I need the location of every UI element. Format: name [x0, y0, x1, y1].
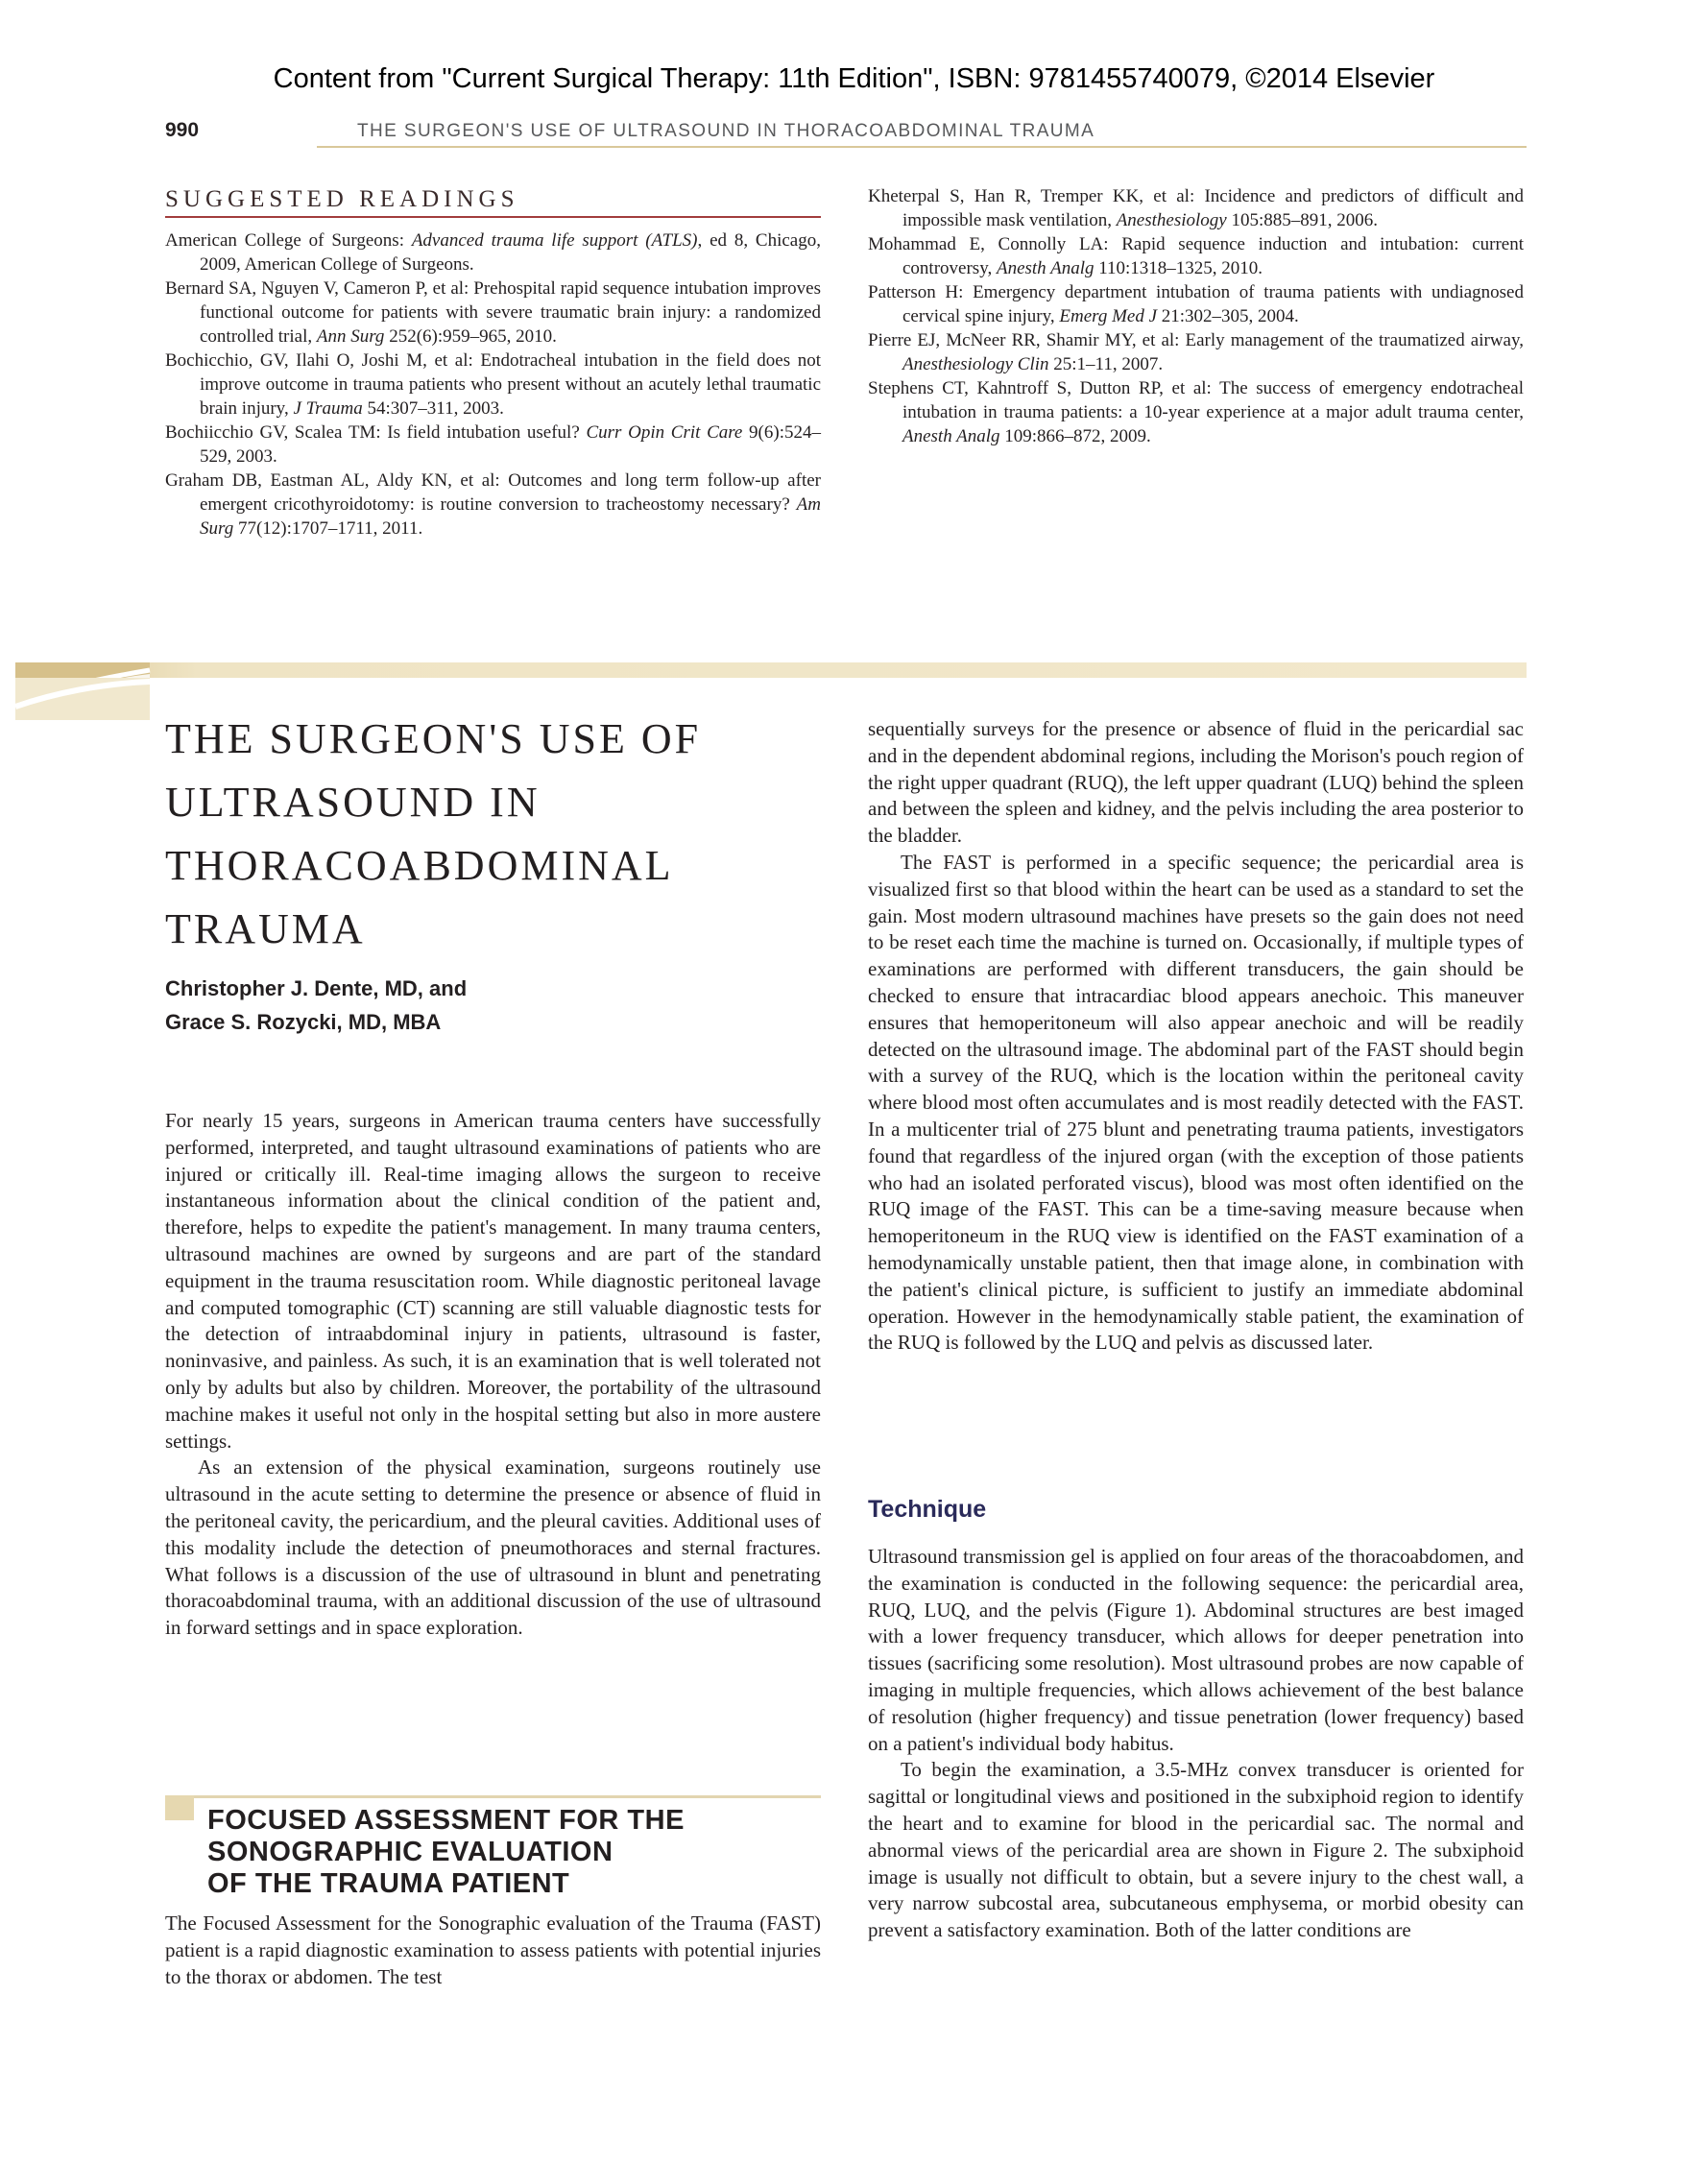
body-paragraph: sequentially surveys for the presence or absence of fluid in the pericardial sac and in the dependent abdominal regions, including the Morison's pouch region of the right upper quadrant (RUQ), the left upper quadrant (LUQ) behind the spleen and between the spleen and kidney, and the pelvis including the area posterior to the bladder. [868, 717, 1524, 848]
reference-item: American College of Surgeons: Advanced trauma life support (ATLS), ed 8, Chicago, 2009, American College of Surgeons. [165, 230, 821, 275]
article-title-line: TRAUMA [165, 905, 366, 952]
section-marker [165, 1795, 194, 1820]
reference-item: Stephens CT, Kahntroff S, Dutton RP, et al: The success of emergency endotracheal intubation in trauma patients: a 10-year experience at a major adult trauma center, Anesth Analg 109:866–872, 2009. [868, 378, 1524, 446]
fast-intro-text [165, 1911, 821, 1990]
reference-item: Bochiicchio GV, Scalea TM: Is field intubation useful? Curr Opin Crit Care 9(6):524–529, 2003. [165, 422, 821, 467]
authors [165, 972, 467, 1039]
author-line: Christopher J. Dente, MD, and [165, 976, 468, 1000]
technique-paragraph: To begin the examination, a 3.5-MHz convex transducer is oriented for sagittal or longitudinal views and positioned in the subxiphoid region to identify the heart and to examine for blood in the pericardial sac. The normal and abnormal views of the pericardial area are shown in Figure 2. The subxiphoid image is usually not difficult to obtain, but a severe injury to the chest wall, a very narrow subcostal area, subcutaneous emphysema, or morbid obesity can prevent a satisfactory examination. Both of the latter conditions are [868, 1758, 1524, 1942]
reference-item: Pierre EJ, McNeer RR, Shamir MY, et al: Early management of the traumatized airway, Anesthesiology Clin 25:1–11, 2007. [868, 330, 1524, 374]
reference-item: Bernard SA, Nguyen V, Cameron P, et al: Prehospital rapid sequence intubation improves functional outcome for patients with severe traumatic brain injury: a randomized controlled trial, Ann Surg 252(6):959–965, 2010. [165, 278, 821, 347]
reference-item: Mohammad E, Connolly LA: Rapid sequence induction and intubation: current controversy, Anesth Analg 110:1318–1325, 2010. [868, 234, 1524, 278]
reference-item: Patterson H: Emergency department intubation of trauma patients with undiagnosed cervical spine injury, Emerg Med J 21:302–305, 2004. [868, 282, 1524, 326]
reference-item: Graham DB, Eastman AL, Aldy KN, et al: Outcomes and long term follow-up after emergent cricothyroidotomy: is routine conversion to tracheostomy necessary? Am Surg 77(12):1707–1711, 2011. [165, 470, 821, 539]
section-heading-fast: FOCUSED ASSESSMENT FOR THE SONOGRAPHIC EVALUATION OF THE TRAUMA PATIENT [207, 1805, 685, 1899]
suggested-readings-rule [165, 216, 821, 218]
body-paragraph: The FAST is performed in a specific sequence; the pericardial area is visualized first so that blood within the heart can be used as a standard to set the gain. Most modern ultrasound machines have presets so the gain does not need to be reset each time the machine is turned on. Occasionally, if multiple types of examinations are performed with different transducers, the gain should be checked to ensure that intracardiac blood appears anechoic. This maneuver ensures that hemoperitoneum will also appear anechoic and will be readily detected on the ultrasound image. The abdominal part of the FAST should begin with a survey of the RUQ, which is the location within the peritoneal cavity where blood most often accumulates and is most readily detected with the FAST. In a multicenter trial of 275 blunt and penetrating trauma patients, investigators found that regardless of the injured organ (with the exception of those patients who had an isolated perforated viscus), blood was most often identified on the RUQ image of the FAST. This can be a time-saving measure because when hemoperitoneum in the RUQ view is identified on the FAST examination of a hemodynamically unstable patient, then that image alone, in combination with the patient's clinical picture, is sufficient to justify an immediate abdominal operation. However in the hemodynamically stable patient, the examination of the RUQ is followed by the LUQ and pelvis as discussed later. [868, 850, 1524, 1355]
header-rule [317, 146, 1527, 148]
reference-item: Bochicchio, GV, Ilahi O, Joshi M, et al: Endotracheal intubation in the field does not improve outcome in trauma patients who present without an acutely lethal traumatic brain injury, J Trauma 54:307–311, 2003. [165, 350, 821, 419]
intro-paragraph: As an extension of the physical examination, surgeons routinely use ultrasound in the acute setting to determine the presence or absence of fluid in the peritoneal cavity, the pericardium, and the pleural cavities. Additional uses of this modality include the detection of pneumothoraces and sternal fractures. What follows is a discussion of the use of ultrasound in blunt and penetrating thoracoabdominal trauma, with an additional discussion of the use of ultrasound in forward settings and in space exploration. [165, 1455, 821, 1640]
reference-item: Kheterpal S, Han R, Tremper KK, et al: Incidence and predictors of difficult and impossible mask ventilation, Anesthesiology 105:885–891, 2006. [868, 186, 1524, 230]
copyright-notice: Content from "Current Surgical Therapy: 11th Edition", ISBN: 9781455740079, ©2014 Elsevier [273, 63, 1435, 94]
article-title-line: THORACOABDOMINAL [165, 842, 674, 889]
right-column-text [868, 716, 1524, 1357]
intro-text [165, 1108, 821, 1642]
page-number: 990 [165, 119, 200, 141]
running-title: THE SURGEON'S USE OF ULTRASOUND IN THORACOABDOMINAL TRAUMA [357, 121, 1095, 141]
technique-paragraph: Ultrasound transmission gel is applied on four areas of the thoracoabdomen, and the examination is conducted in the following sequence: the pericardial area, RUQ, LUQ, and the pelvis (Figure 1). Abdominal structures are best imaged with a lower frequency transducer, which allows for deeper penetration into tissues (sacrificing some resolution). Most ultrasound probes are now capable of imaging in multiple frequencies, which allows achievement of the best balance of resolution (higher frequency) and tissue penetration (lower frequency) based on a patient's individual body habitus. [868, 1545, 1524, 1755]
technique-text [868, 1544, 1524, 1944]
article-title [165, 708, 701, 961]
author-line: Grace S. Rozycki, MD, MBA [165, 1010, 442, 1034]
suggested-readings-title: SUGGESTED READINGS [165, 186, 519, 212]
references-right-column [868, 184, 1524, 448]
article-title-line: ULTRASOUND IN [165, 779, 541, 826]
section-rule [165, 1795, 821, 1798]
fast-intro-paragraph: The Focused Assessment for the Sonographic evaluation of the Trauma (FAST) patient is a rapid diagnostic examination to assess patients with potential injuries to the thorax or abdomen. The test [165, 1912, 821, 1988]
intro-paragraph: For nearly 15 years, surgeons in American trauma centers have successfully performed, interpreted, and taught ultrasound examinations of patients who are injured or critically ill. Real-time imaging allows the surgeon to receive instantaneous information about the clinical condition of the patient and, therefore, helps to expedite the patient's management. In many trauma centers, ultrasound machines are owned by surgeons and are part of the standard equipment in the trauma resuscitation room. While diagnostic peritoneal lavage and computed tomographic (CT) scanning are still valuable diagnostic tests for the detection of intraabdominal injury in patients, ultrasound is faster, noninvasive, and painless. As such, it is an examination that is well tolerated not only by adults but also by children. Moreover, the portability of the ultrasound machine makes it useful not only in the hospital setting but also in more austere settings. [165, 1109, 821, 1453]
technique-heading: Technique [868, 1496, 987, 1523]
article-title-line: THE SURGEON'S USE OF [165, 715, 702, 762]
references-left-column [165, 228, 821, 541]
